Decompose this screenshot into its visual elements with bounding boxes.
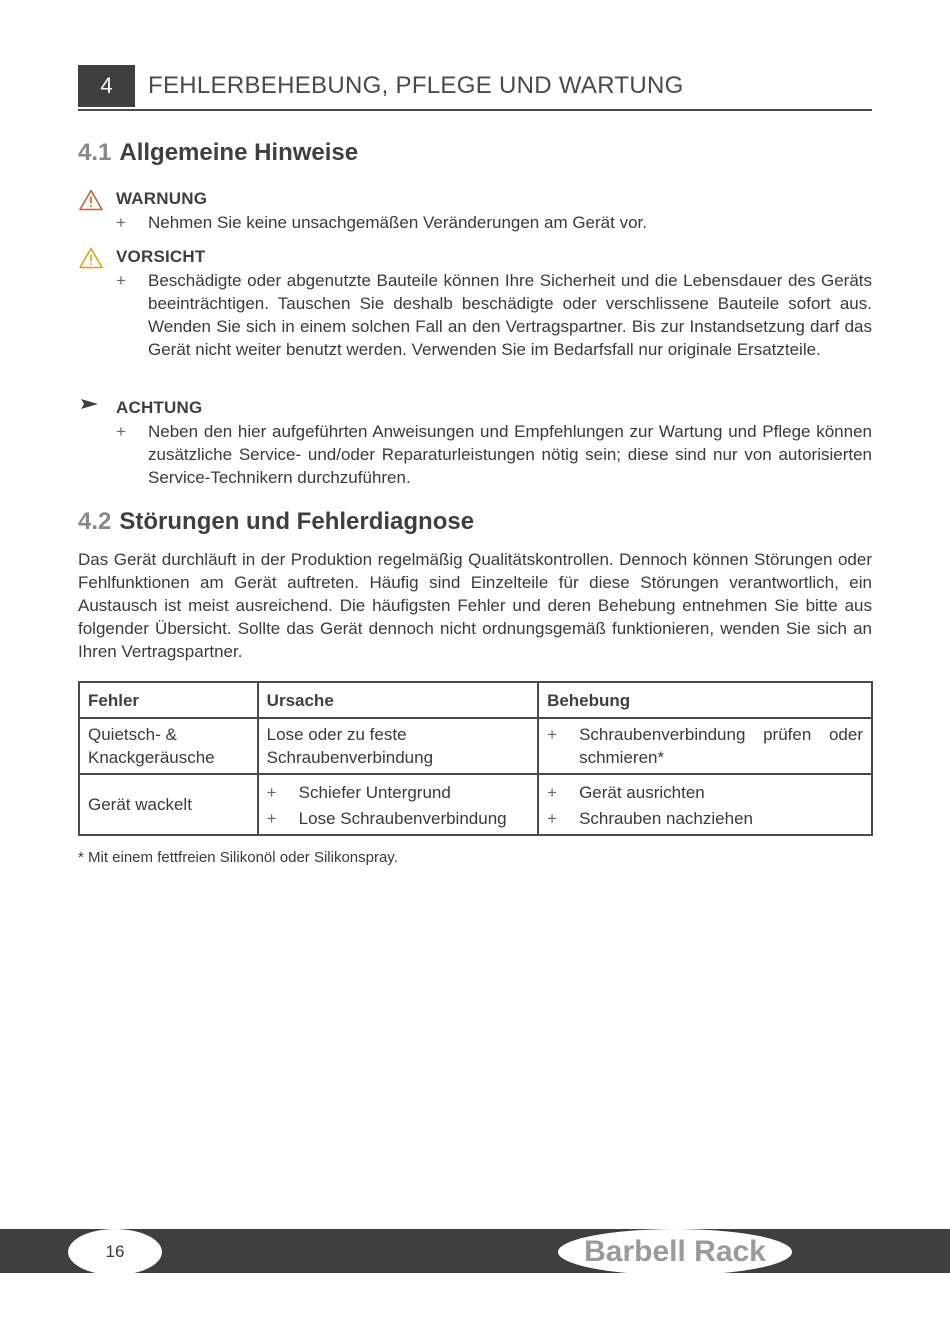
ursache-text: Schiefer Untergrund — [298, 783, 451, 802]
column-header-ursache: Ursache — [258, 682, 538, 718]
fehler-cell: Quietsch- & Knackgeräusche — [79, 718, 258, 774]
column-header-behebung: Behebung — [538, 682, 872, 718]
chapter-number: 4 — [78, 65, 135, 107]
list-item — [267, 781, 529, 804]
list-item — [547, 807, 863, 830]
section-heading-4-1 — [78, 139, 358, 167]
warnung-text: Nehmen Sie keine unsachgemäßen Veränderungen am Gerät vor. — [148, 213, 647, 232]
bullet-mark: + — [266, 783, 277, 802]
achtung-heading: ACHTUNG — [116, 398, 203, 417]
bullet-mark: + — [266, 809, 277, 828]
column-header-fehler: Fehler — [79, 682, 258, 718]
arrow-right-icon — [79, 397, 99, 411]
ursache-text: Lose Schraubenverbindung — [298, 809, 507, 828]
behebung-text: Gerät ausrichten — [579, 783, 705, 802]
footnote: * Mit einem fettfreien Silikonöl oder Silikonspray. — [78, 849, 398, 866]
caution-triangle-icon — [79, 247, 103, 269]
behebung-cell — [538, 774, 872, 835]
section-number: 4.1 — [78, 139, 112, 166]
warning-triangle-icon — [79, 189, 103, 211]
warnung-item — [116, 211, 872, 234]
table-row — [79, 774, 872, 835]
behebung-text: Schrauben nachziehen — [579, 809, 753, 828]
behebung-text: Schraubenverbindung prüfen oder schmieren* — [579, 725, 863, 767]
page-number: 16 — [68, 1229, 162, 1275]
ursache-cell — [258, 718, 538, 774]
achtung-item — [116, 420, 872, 489]
section-title: Störungen und Fehlerdiagnose — [119, 508, 475, 535]
table-header-row — [79, 682, 872, 718]
fehler-cell: Gerät wackelt — [79, 774, 258, 835]
vorsicht-text: Beschädigte oder abgenutzte Bauteile können Ihre Sicherheit und die Lebensdauer des Geräts beeinträchtigen. Tauschen Sie deshalb beschädigte oder verschlissene Bauteile sofort aus. Wenden Sie sich in einem solchen Fall an den Vertragspartner. Bis zur Instandsetzung darf das Gerät nicht weiter benutzt werden. Verwenden Sie im Bedarfsfall nur originale Ersatzteile. — [148, 271, 872, 359]
bullet-mark: + — [116, 213, 126, 232]
section-heading-4-2 — [78, 508, 474, 536]
list-item — [267, 807, 529, 830]
bullet-mark: + — [547, 725, 557, 744]
brand-label: Barbell Rack — [558, 1229, 792, 1275]
vorsicht-heading: VORSICHT — [116, 247, 206, 266]
achtung-text: Neben den hier aufgeführten Anweisungen und Empfehlungen zur Wartung und Pflege können zusätzliche Service- und/oder Reparaturleistungen nötig sein; diese sind nur von autorisierten Service-Technikern durchzuführen. — [148, 422, 872, 487]
list-item — [547, 781, 863, 804]
section-title: Allgemeine Hinweise — [119, 139, 359, 166]
table-row — [79, 718, 872, 774]
vorsicht-item — [116, 269, 872, 361]
bullet-mark: + — [547, 783, 557, 802]
warnung-heading: WARNUNG — [116, 189, 208, 208]
behebung-cell — [538, 718, 872, 774]
chapter-title: FEHLERBEHEBUNG, PFLEGE UND WARTUNG — [148, 72, 684, 99]
bullet-mark: + — [116, 422, 126, 441]
troubleshooting-table — [78, 681, 873, 836]
list-item — [547, 723, 863, 769]
bullet-mark: + — [547, 809, 557, 828]
intro-paragraph: Das Gerät durchläuft in der Produktion regelmäßig Qualitätskontrollen. Dennoch können Störungen oder Fehlfunktionen am Gerät auftreten. Häufig sind Einzelteile für diese Störungen verantwortlich, ein Austausch ist meist ausreichend. Die häufigsten Fehler und deren Behebung entnehmen Sie bitte aus folgender Übersicht. Sollte das Gerät dennoch nicht ordnungsgemäß funktionieren, wenden Sie sich an Ihren Vertragspartner. — [78, 550, 872, 661]
ursache-cell — [258, 774, 538, 835]
chapter-header — [78, 65, 872, 111]
bullet-mark: + — [116, 271, 126, 290]
ursache-text: Lose oder zu feste Schraubenverbindung — [266, 725, 434, 767]
section-number: 4.2 — [78, 508, 112, 535]
